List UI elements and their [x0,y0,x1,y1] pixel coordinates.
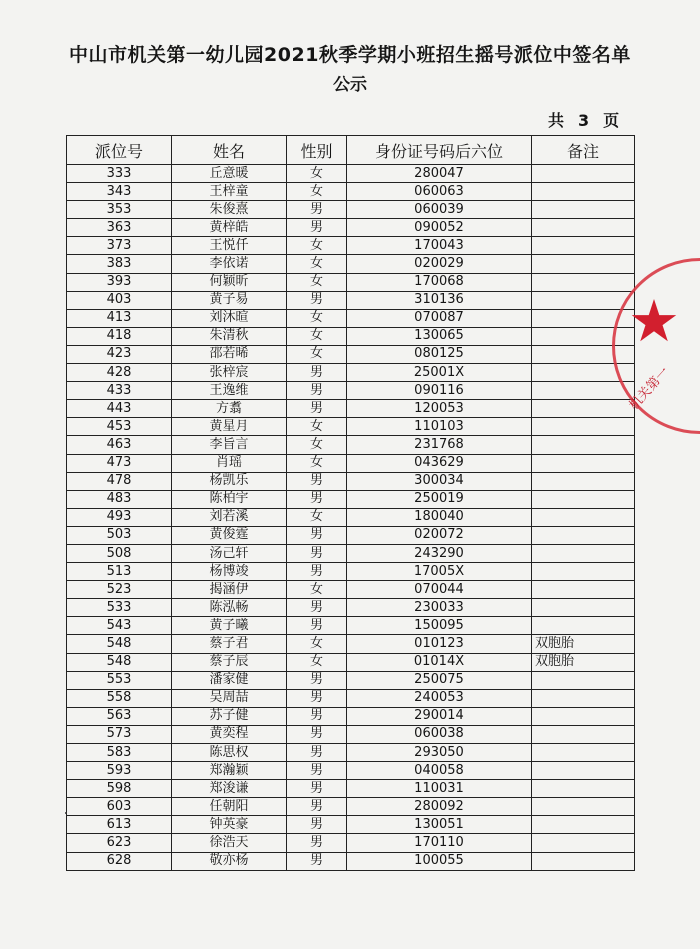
cell-remarks [532,490,635,508]
cell-remarks [532,382,635,400]
table-row [67,436,635,454]
page-count-total: 3 [578,111,590,130]
cell-id-last-six: 300034 [347,472,532,490]
cell-remarks [532,165,635,183]
cell-id-last-six: 040058 [347,762,532,780]
cell-name: 潘家健 [172,671,287,689]
cell-gender: 男 [287,291,347,309]
table-row [67,617,635,635]
cell-lottery-number: 343 [67,183,172,201]
cell-lottery-number: 383 [67,255,172,273]
admission-table [66,135,635,871]
cell-name: 黄俊霆 [172,526,287,544]
cell-gender: 男 [287,798,347,816]
cell-gender: 女 [287,327,347,345]
cell-remarks: 双胞胎 [532,635,635,653]
table-row [67,237,635,255]
cell-gender: 女 [287,255,347,273]
cell-gender: 男 [287,472,347,490]
cell-remarks [532,725,635,743]
table-row [67,418,635,436]
cell-id-last-six: 090116 [347,382,532,400]
document-title: 中山市机关第一幼儿园2021秋季学期小班招生摇号派位中签名单 [69,44,631,66]
table-body [67,165,635,871]
table-row [67,165,635,183]
cell-remarks [532,617,635,635]
cell-gender: 男 [287,364,347,382]
cell-name: 张梓宸 [172,364,287,382]
cell-lottery-number: 483 [67,490,172,508]
cell-lottery-number: 543 [67,617,172,635]
cell-lottery-number: 373 [67,237,172,255]
cell-gender: 男 [287,617,347,635]
cell-remarks [532,454,635,472]
cell-id-last-six: 020029 [347,255,532,273]
cell-name: 苏子健 [172,707,287,725]
cell-id-last-six: 110031 [347,780,532,798]
table-row [67,472,635,490]
cell-id-last-six: 170043 [347,237,532,255]
cell-lottery-number: 443 [67,400,172,418]
table-row [67,744,635,762]
cell-name: 肖瑶 [172,454,287,472]
cell-name: 蔡子君 [172,635,287,653]
cell-gender: 女 [287,436,347,454]
cell-gender: 男 [287,544,347,562]
table-row [67,544,635,562]
cell-id-last-six: 043629 [347,454,532,472]
cell-gender: 男 [287,689,347,707]
table-row [67,291,635,309]
cell-id-last-six: 120053 [347,400,532,418]
cell-gender: 女 [287,418,347,436]
cell-id-last-six: 170110 [347,834,532,852]
cell-gender: 男 [287,490,347,508]
cell-gender: 女 [287,165,347,183]
cell-id-last-six: 25001X [347,364,532,382]
cell-remarks [532,852,635,870]
document-subtitle: 公示 [333,75,367,95]
cell-id-last-six: 020072 [347,526,532,544]
cell-gender: 男 [287,563,347,581]
cell-gender: 男 [287,744,347,762]
cell-gender: 男 [287,400,347,418]
cell-gender: 男 [287,780,347,798]
table-row [67,671,635,689]
cell-remarks [532,526,635,544]
cell-id-last-six: 230033 [347,599,532,617]
cell-gender: 女 [287,653,347,671]
cell-lottery-number: 593 [67,762,172,780]
cell-gender: 男 [287,762,347,780]
cell-gender: 女 [287,309,347,327]
cell-name: 王悦仟 [172,237,287,255]
cell-lottery-number: 623 [67,834,172,852]
cell-remarks [532,689,635,707]
header-id-last-six: 身份证号码后六位 [347,136,532,165]
table-row [67,508,635,526]
cell-name: 王逸维 [172,382,287,400]
cell-remarks [532,563,635,581]
table-row [67,798,635,816]
cell-gender: 女 [287,581,347,599]
cell-lottery-number: 423 [67,345,172,363]
cell-name: 徐浩天 [172,834,287,852]
cell-name: 任朝阳 [172,798,287,816]
cell-name: 汤己轩 [172,544,287,562]
cell-name: 方翥 [172,400,287,418]
cell-gender: 男 [287,526,347,544]
stray-mark [65,812,67,814]
cell-remarks [532,273,635,291]
table-row [67,581,635,599]
cell-gender: 男 [287,382,347,400]
cell-name: 何颖昕 [172,273,287,291]
cell-lottery-number: 508 [67,544,172,562]
cell-id-last-six: 280047 [347,165,532,183]
table-row [67,725,635,743]
table-header-row [67,136,635,165]
cell-gender: 女 [287,345,347,363]
cell-name: 黄奕程 [172,725,287,743]
table-row [67,689,635,707]
cell-lottery-number: 418 [67,327,172,345]
cell-lottery-number: 453 [67,418,172,436]
cell-remarks [532,544,635,562]
table-row [67,400,635,418]
cell-name: 吴周喆 [172,689,287,707]
cell-remarks [532,744,635,762]
cell-lottery-number: 413 [67,309,172,327]
cell-id-last-six: 090052 [347,219,532,237]
table-row [67,599,635,617]
header-remarks: 备注 [532,136,635,165]
table-row [67,834,635,852]
cell-id-last-six: 240053 [347,689,532,707]
table-row [67,635,635,653]
cell-remarks [532,707,635,725]
cell-gender: 女 [287,273,347,291]
cell-lottery-number: 548 [67,653,172,671]
header-lottery-number: 派位号 [67,136,172,165]
cell-name: 黄星月 [172,418,287,436]
table-row [67,490,635,508]
cell-remarks [532,219,635,237]
cell-remarks [532,599,635,617]
cell-name: 杨博竣 [172,563,287,581]
cell-id-last-six: 17005X [347,563,532,581]
cell-lottery-number: 433 [67,382,172,400]
cell-lottery-number: 493 [67,508,172,526]
table-row [67,816,635,834]
cell-lottery-number: 563 [67,707,172,725]
cell-id-last-six: 070087 [347,309,532,327]
cell-id-last-six: 100055 [347,852,532,870]
cell-id-last-six: 290014 [347,707,532,725]
cell-id-last-six: 110103 [347,418,532,436]
cell-lottery-number: 428 [67,364,172,382]
cell-name: 邵若晞 [172,345,287,363]
cell-name: 李旨言 [172,436,287,454]
cell-lottery-number: 598 [67,780,172,798]
cell-lottery-number: 523 [67,581,172,599]
cell-name: 揭涵伊 [172,581,287,599]
page-count-prefix: 共 [548,111,565,130]
page-count-suffix: 页 [603,111,620,130]
cell-lottery-number: 573 [67,725,172,743]
cell-name: 朱俊熹 [172,201,287,219]
table-row [67,364,635,382]
cell-name: 郑瀚颖 [172,762,287,780]
cell-lottery-number: 583 [67,744,172,762]
cell-name: 刘若溪 [172,508,287,526]
cell-id-last-six: 231768 [347,436,532,454]
cell-lottery-number: 363 [67,219,172,237]
cell-name: 黄梓皓 [172,219,287,237]
cell-id-last-six: 310136 [347,291,532,309]
cell-name: 黄子曦 [172,617,287,635]
cell-gender: 男 [287,816,347,834]
star-icon: ★ [628,287,680,355]
cell-gender: 女 [287,635,347,653]
cell-id-last-six: 070044 [347,581,532,599]
cell-lottery-number: 533 [67,599,172,617]
cell-gender: 男 [287,707,347,725]
cell-name: 郑浚谦 [172,780,287,798]
cell-id-last-six: 130051 [347,816,532,834]
cell-lottery-number: 628 [67,852,172,870]
cell-name: 丘意暖 [172,165,287,183]
cell-lottery-number: 513 [67,563,172,581]
seal-text: 机关第一 [626,364,673,414]
cell-remarks: 双胞胎 [532,653,635,671]
table-row [67,219,635,237]
table-row [67,183,635,201]
header-name: 姓名 [172,136,287,165]
cell-lottery-number: 333 [67,165,172,183]
cell-name: 黄子易 [172,291,287,309]
cell-gender: 女 [287,183,347,201]
cell-remarks [532,762,635,780]
cell-remarks [532,472,635,490]
cell-id-last-six: 010123 [347,635,532,653]
table-row [67,255,635,273]
cell-remarks [532,201,635,219]
cell-name: 钟英豪 [172,816,287,834]
cell-id-last-six: 060038 [347,725,532,743]
cell-name: 陈泓畅 [172,599,287,617]
cell-lottery-number: 503 [67,526,172,544]
cell-lottery-number: 473 [67,454,172,472]
cell-lottery-number: 403 [67,291,172,309]
cell-lottery-number: 548 [67,635,172,653]
cell-gender: 男 [287,834,347,852]
cell-name: 陈柏宇 [172,490,287,508]
cell-remarks [532,237,635,255]
cell-remarks [532,418,635,436]
cell-remarks [532,798,635,816]
cell-lottery-number: 478 [67,472,172,490]
cell-id-last-six: 080125 [347,345,532,363]
cell-id-last-six: 01014X [347,653,532,671]
table-row [67,327,635,345]
table-row [67,454,635,472]
cell-lottery-number: 353 [67,201,172,219]
cell-remarks [532,436,635,454]
cell-id-last-six: 150095 [347,617,532,635]
cell-lottery-number: 603 [67,798,172,816]
cell-lottery-number: 613 [67,816,172,834]
cell-name: 陈思权 [172,744,287,762]
table-row [67,852,635,870]
cell-remarks [532,780,635,798]
cell-gender: 男 [287,219,347,237]
table-row [67,273,635,291]
cell-remarks [532,816,635,834]
cell-name: 蔡子辰 [172,653,287,671]
cell-gender: 男 [287,671,347,689]
cell-id-last-six: 130065 [347,327,532,345]
cell-name: 朱清秋 [172,327,287,345]
cell-id-last-six: 060039 [347,201,532,219]
table-row [67,201,635,219]
cell-remarks [532,400,635,418]
cell-name: 刘沐暄 [172,309,287,327]
cell-id-last-six: 180040 [347,508,532,526]
cell-id-last-six: 250075 [347,671,532,689]
cell-id-last-six: 280092 [347,798,532,816]
table-row [67,653,635,671]
cell-gender: 女 [287,508,347,526]
cell-id-last-six: 243290 [347,544,532,562]
cell-name: 李依诺 [172,255,287,273]
table-row [67,707,635,725]
table-row [67,780,635,798]
cell-remarks [532,671,635,689]
header-gender: 性别 [287,136,347,165]
cell-gender: 女 [287,454,347,472]
cell-gender: 男 [287,201,347,219]
cell-gender: 男 [287,852,347,870]
cell-gender: 男 [287,725,347,743]
table-row [67,526,635,544]
cell-id-last-six: 293050 [347,744,532,762]
cell-id-last-six: 060063 [347,183,532,201]
cell-name: 杨凯乐 [172,472,287,490]
cell-gender: 男 [287,599,347,617]
cell-lottery-number: 463 [67,436,172,454]
cell-remarks [532,508,635,526]
table-row [67,382,635,400]
cell-name: 王梓童 [172,183,287,201]
table-row [67,762,635,780]
cell-gender: 女 [287,237,347,255]
cell-lottery-number: 393 [67,273,172,291]
cell-remarks [532,291,635,309]
cell-name: 敬亦杨 [172,852,287,870]
cell-remarks [532,255,635,273]
cell-id-last-six: 170068 [347,273,532,291]
cell-remarks [532,183,635,201]
table-row [67,563,635,581]
table-row [67,309,635,327]
table-row [67,345,635,363]
page-count [548,108,633,131]
cell-remarks [532,581,635,599]
cell-lottery-number: 558 [67,689,172,707]
cell-id-last-six: 250019 [347,490,532,508]
cell-lottery-number: 553 [67,671,172,689]
cell-remarks [532,834,635,852]
